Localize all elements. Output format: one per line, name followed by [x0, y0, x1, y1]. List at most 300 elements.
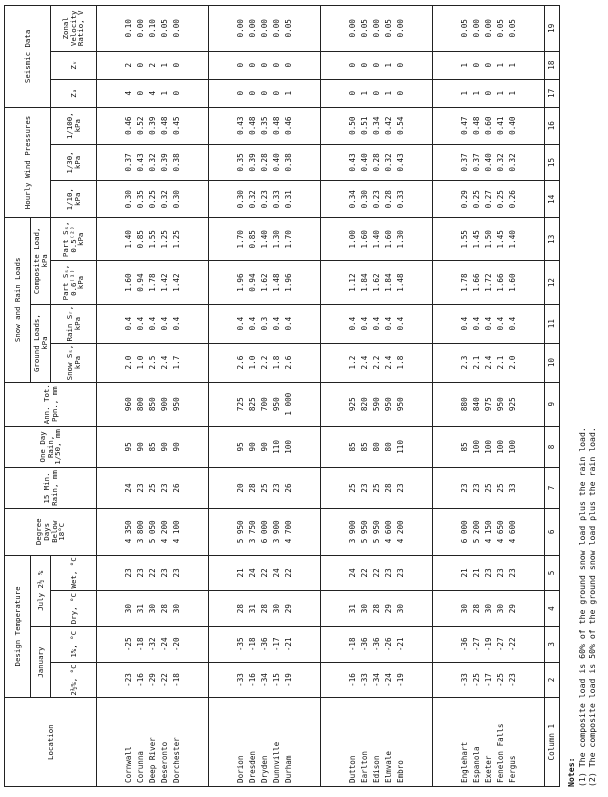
cell-w100 — [97, 107, 209, 144]
cell-value: -17 — [271, 637, 281, 652]
cell-value: 0.4 — [147, 316, 157, 331]
cell-value: 0 — [235, 62, 245, 68]
cell-value: 24 — [347, 568, 357, 578]
cell-value: 21 — [471, 568, 481, 578]
cell-value: 31 — [135, 604, 145, 614]
cell-value: 1.66 — [471, 273, 481, 292]
cell-location — [321, 698, 433, 787]
cell-value: -32 — [147, 637, 157, 652]
cell-value: 950 — [171, 397, 181, 412]
cell-value: 0.32 — [247, 190, 257, 209]
cell-v — [433, 6, 545, 52]
cell-value: 5 200 — [471, 520, 481, 544]
cell-value: 110 — [271, 440, 281, 454]
column-number: 2 — [545, 662, 560, 698]
cell-value: 0.43 — [347, 153, 357, 172]
location-name: Dryden — [259, 755, 269, 783]
cell-value: 1.60 — [123, 273, 133, 292]
cell-value: 4 350 — [123, 520, 133, 544]
cell-value: 23 — [395, 483, 405, 493]
cell-value: 23 — [123, 568, 133, 578]
cell-value: 4 200 — [159, 520, 169, 544]
cell-value: 25 — [259, 483, 269, 493]
header-location: Location — [5, 698, 97, 787]
cell-value: -26 — [383, 637, 393, 652]
cell-value: 25 — [371, 483, 381, 493]
cell-value: 0.32 — [507, 153, 517, 172]
cell-value: 0 — [395, 90, 405, 96]
cell-snow — [433, 343, 545, 382]
cell-value: 23 — [383, 568, 393, 578]
cell-value: 0.33 — [271, 190, 281, 209]
cell-value: -18 — [135, 637, 145, 652]
cell-value: 0.25 — [471, 190, 481, 209]
cell-value: 4 600 — [507, 520, 517, 544]
header-composite-part-2: Part Sₛ, 0.5⁽²⁾ kPa — [51, 218, 97, 261]
cell-value: 23 — [171, 568, 181, 578]
header-jan-1: 1%, °C — [51, 626, 97, 662]
cell-value: 22 — [283, 568, 293, 578]
cell-value: 4 600 — [383, 520, 393, 544]
cell-value: -36 — [459, 637, 469, 652]
cell-value: 0 — [483, 62, 493, 68]
cell-value: 1.25 — [171, 230, 181, 249]
cell-value: -20 — [171, 637, 181, 652]
cell-v — [321, 6, 433, 52]
cell-value: 4 — [123, 90, 133, 96]
cell-value: 23 — [395, 568, 405, 578]
cell-value: 1.12 — [347, 273, 357, 292]
cell-value: -21 — [283, 637, 293, 652]
cell-value: 0.4 — [271, 316, 281, 331]
cell-value: 2.4 — [159, 355, 169, 370]
cell-part2 — [97, 218, 209, 261]
location-name: Dorchester — [171, 737, 181, 783]
cell-value: 1 — [159, 62, 169, 68]
location-name: Earlton — [359, 750, 369, 783]
cell-value: 975 — [483, 397, 493, 412]
cell-value: 880 — [459, 397, 469, 412]
cell-value: 1.8 — [395, 355, 405, 370]
cell-value: 23 — [135, 568, 145, 578]
cell-value: 85 — [147, 442, 157, 452]
cell-value: 23 — [359, 483, 369, 493]
cell-value: 0 — [171, 90, 181, 96]
header-design-temperature: Design Temperature — [5, 555, 31, 698]
cell-value: 23 — [135, 483, 145, 493]
cell-value: 2.1 — [495, 355, 505, 370]
cell-value: 0.48 — [247, 116, 257, 135]
cell-value: 100 — [507, 440, 517, 454]
cell-part1 — [321, 261, 433, 304]
cell-value: 22 — [371, 568, 381, 578]
cell-value: -18 — [347, 637, 357, 652]
cell-value: 24 — [247, 568, 257, 578]
cell-value: 1.70 — [283, 230, 293, 249]
location-group-row — [433, 6, 545, 787]
cell-rain — [97, 304, 209, 343]
cell-value: -35 — [235, 637, 245, 652]
column-number: 4 — [545, 591, 560, 627]
location-name: Corunna — [135, 750, 145, 783]
cell-dd — [321, 509, 433, 556]
cell-value: -22 — [159, 673, 169, 687]
location-name: Englehart — [459, 741, 469, 783]
column-number: 19 — [545, 6, 560, 52]
cell-value: 0.30 — [235, 190, 245, 209]
cell-value: 24 — [271, 568, 281, 578]
cell-value: 950 — [271, 397, 281, 412]
cell-value: -16 — [135, 673, 145, 687]
cell-value: 5 950 — [359, 520, 369, 544]
cell-value: -19 — [283, 673, 293, 687]
cell-value: 5 950 — [235, 520, 245, 544]
cell-value: 3 800 — [135, 520, 145, 544]
cell-value: 25 — [347, 483, 357, 493]
cell-value: 0.4 — [483, 316, 493, 331]
location-name: Durham — [283, 755, 293, 783]
cell-value: 30 — [171, 604, 181, 614]
cell-value: 0 — [247, 62, 257, 68]
cell-value: 2.1 — [471, 355, 481, 370]
cell-value: 0.4 — [123, 316, 133, 331]
cell-value: 23 — [159, 483, 169, 493]
cell-value: 0 — [171, 62, 181, 68]
cell-value: 4 200 — [395, 520, 405, 544]
location-name: Espanola — [471, 746, 481, 783]
cell-value: 1.96 — [283, 273, 293, 292]
cell-value: 0.32 — [159, 190, 169, 209]
cell-w10 — [97, 181, 209, 218]
column-number: 15 — [545, 144, 560, 181]
cell-value: 25 — [483, 483, 493, 493]
cell-value: 1 — [459, 90, 469, 96]
cell-value: 2.2 — [259, 355, 269, 370]
header-seismic: Seismic Data — [5, 6, 51, 108]
cell-value: 1.40 — [371, 230, 381, 249]
header-degree-days: Degree Days Below 18°C — [5, 509, 97, 556]
cell-value: -25 — [123, 637, 133, 652]
cell-value: 0.33 — [395, 190, 405, 209]
cell-value: 1.42 — [159, 273, 169, 292]
cell-value: 925 — [347, 397, 357, 412]
cell-value: 1.42 — [171, 273, 181, 292]
cell-rain — [209, 304, 321, 343]
cell-value: 1.8 — [271, 355, 281, 370]
cell-value: 1.0 — [135, 355, 145, 370]
cell-rain — [321, 304, 433, 343]
location-name: Deep River — [147, 737, 157, 783]
column-number: 13 — [545, 218, 560, 261]
cell-value: 0 — [371, 62, 381, 68]
cell-value: 950 — [395, 397, 405, 412]
cell-value: -25 — [495, 673, 505, 687]
cell-value: 0.32 — [147, 153, 157, 172]
cell-value: 0.23 — [259, 190, 269, 209]
cell-value: -19 — [395, 673, 405, 687]
cell-value: 2.4 — [383, 355, 393, 370]
cell-value: 2.6 — [283, 355, 293, 370]
note-2: (2) The composite load is 50% of the ground snow load plus the rain load. — [587, 427, 597, 787]
cell-value: 1 — [383, 62, 393, 68]
notes — [566, 427, 598, 787]
cell-value: 1.2 — [347, 355, 357, 370]
cell-value: 22 — [259, 568, 269, 578]
cell-value: 0.3 — [259, 316, 269, 331]
cell-value: 100 — [283, 440, 293, 454]
cell-rain15 — [321, 467, 433, 508]
column-number: 8 — [545, 426, 560, 467]
header-july-wet: Wet, °C — [51, 555, 97, 591]
header-one-day-rain: One Day Rain, 1/50, mm — [5, 426, 97, 467]
cell-value: 0.43 — [235, 116, 245, 135]
cell-value: 0 — [135, 62, 145, 68]
cell-value: 0.43 — [135, 153, 145, 172]
cell-value: -36 — [259, 637, 269, 652]
cell-value: 0.26 — [507, 190, 517, 209]
cell-value: 1.96 — [235, 273, 245, 292]
cell-value: -36 — [371, 637, 381, 652]
cell-value: -16 — [347, 673, 357, 687]
cell-value: 0.05 — [359, 19, 369, 38]
cell-value: 925 — [507, 397, 517, 412]
cell-value: 0.94 — [135, 273, 145, 292]
cell-value: 0.4 — [371, 316, 381, 331]
cell-value: -34 — [259, 673, 269, 687]
cell-rain — [433, 304, 545, 343]
cell-value: 0 — [471, 62, 481, 68]
cell-value: 1.78 — [147, 273, 157, 292]
cell-value: 0.40 — [483, 153, 493, 172]
cell-value: 0.00 — [171, 19, 181, 38]
cell-value: 2.4 — [483, 355, 493, 370]
location-name: Dunnville — [271, 741, 281, 783]
cell-value: 0.35 — [235, 153, 245, 172]
cell-value: 0.4 — [471, 316, 481, 331]
cell-value: 1.78 — [459, 273, 469, 292]
cell-value: 1.45 — [495, 230, 505, 249]
location-name: Edison — [371, 755, 381, 783]
cell-value: 0.40 — [507, 116, 517, 135]
cell-value: 0 — [271, 90, 281, 96]
cell-value: 800 — [135, 397, 145, 412]
cell-value: -19 — [483, 637, 493, 652]
cell-za — [97, 79, 209, 107]
cell-zv — [321, 51, 433, 79]
cell-oneday — [97, 426, 209, 467]
cell-value: 0.00 — [371, 19, 381, 38]
cell-value: 23 — [471, 483, 481, 493]
cell-value: 0 — [235, 90, 245, 96]
cell-value: 0 — [247, 90, 257, 96]
column-number: 7 — [545, 467, 560, 508]
cell-value: 0.39 — [247, 153, 257, 172]
cell-value: 1.40 — [123, 230, 133, 249]
cell-value: 100 — [483, 440, 493, 454]
cell-location — [97, 698, 209, 787]
cell-part1 — [209, 261, 321, 304]
column-number: 18 — [545, 51, 560, 79]
column-number: 6 — [545, 509, 560, 556]
cell-value: 0.4 — [495, 316, 505, 331]
cell-value: 0 — [135, 90, 145, 96]
cell-value: 0 — [395, 62, 405, 68]
cell-value: 1.66 — [495, 273, 505, 292]
cell-value: 0 — [483, 90, 493, 96]
notes-heading: Notes: — [566, 757, 576, 787]
column-number: 16 — [545, 107, 560, 144]
cell-value: 23 — [271, 483, 281, 493]
cell-value: 0.4 — [507, 316, 517, 331]
header-15min-rain: 15 Min. Rain, mm — [5, 467, 97, 508]
header-snow-rain-loads: Snow and Rain Loads — [5, 218, 31, 382]
cell-value: 1 — [283, 90, 293, 96]
cell-dry — [321, 591, 433, 627]
cell-value: 0.4 — [395, 316, 405, 331]
cell-ppn — [209, 382, 321, 426]
cell-value: 0.85 — [247, 230, 257, 249]
cell-zv — [209, 51, 321, 79]
cell-value: 0.35 — [259, 116, 269, 135]
cell-value: 3 750 — [247, 520, 257, 544]
cell-value: -17 — [483, 673, 493, 687]
cell-value: 31 — [247, 604, 257, 614]
cell-value: 0.4 — [247, 316, 257, 331]
cell-value: 0 — [259, 90, 269, 96]
cell-value: 3 900 — [271, 520, 281, 544]
cell-value: 1.60 — [507, 273, 517, 292]
column-number: 3 — [545, 626, 560, 662]
cell-value: 30 — [271, 604, 281, 614]
cell-wet — [97, 555, 209, 591]
cell-value: 1.7 — [171, 355, 181, 370]
cell-value: 0.41 — [495, 116, 505, 135]
cell-value: 2.6 — [235, 355, 245, 370]
cell-value: 0.28 — [259, 153, 269, 172]
header-hourly-wind: Hourly Wind Pressures — [5, 107, 51, 217]
location-name: Fenelon Falls — [495, 723, 505, 783]
cell-value: -27 — [471, 637, 481, 652]
cell-value: -33 — [459, 673, 469, 687]
cell-value: 0.38 — [171, 153, 181, 172]
cell-value: -24 — [159, 637, 169, 652]
header-zv: Zᵥ — [51, 51, 97, 79]
cell-value: 1.62 — [371, 273, 381, 292]
cell-value: 2.0 — [507, 355, 517, 370]
cell-value: 0.4 — [235, 316, 245, 331]
cell-value: 28 — [471, 604, 481, 614]
cell-snow — [321, 343, 433, 382]
cell-value: -36 — [359, 637, 369, 652]
cell-value: 30 — [147, 604, 157, 614]
cell-value: 0.35 — [135, 190, 145, 209]
cell-snow — [97, 343, 209, 382]
cell-value: 22 — [147, 568, 157, 578]
cell-value: 0.32 — [383, 153, 393, 172]
cell-value: 0 — [371, 90, 381, 96]
cell-dd — [209, 509, 321, 556]
cell-value: 1.30 — [395, 230, 405, 249]
cell-value: 0.4 — [135, 316, 145, 331]
cell-part2 — [433, 218, 545, 261]
cell-value: 0.34 — [371, 116, 381, 135]
cell-value: 80 — [371, 442, 381, 452]
cell-value: 0.05 — [283, 19, 293, 38]
cell-value: 25 — [147, 483, 157, 493]
cell-value: 0.32 — [495, 153, 505, 172]
cell-value: 0.42 — [383, 116, 393, 135]
cell-value: 0.45 — [171, 116, 181, 135]
cell-value: 0 — [259, 62, 269, 68]
cell-value: 23 — [495, 568, 505, 578]
location-name: Cornwall — [123, 746, 133, 783]
cell-value: 725 — [235, 397, 245, 412]
cell-part1 — [97, 261, 209, 304]
cell-value: 29 — [383, 604, 393, 614]
cell-value: 0 — [271, 62, 281, 68]
cell-value: 0.4 — [347, 316, 357, 331]
cell-value: 30 — [483, 604, 493, 614]
cell-value: 0.05 — [495, 19, 505, 38]
cell-value: 21 — [459, 568, 469, 578]
cell-value: 0.39 — [159, 153, 169, 172]
cell-value: 0.48 — [471, 116, 481, 135]
cell-dry — [433, 591, 545, 627]
location-name: Dutton — [347, 755, 357, 783]
cell-value: -29 — [147, 673, 157, 687]
cell-value: 0.37 — [123, 153, 133, 172]
cell-value: 3 900 — [347, 520, 357, 544]
cell-value: 30 — [359, 604, 369, 614]
cell-value: 0 — [347, 62, 357, 68]
cell-value: 1.40 — [259, 230, 269, 249]
cell-value: 0.46 — [283, 116, 293, 135]
cell-value: 20 — [235, 483, 245, 493]
location-name: Dresden — [247, 750, 257, 783]
cell-value: -27 — [495, 637, 505, 652]
location-group-row — [97, 6, 209, 787]
cell-value: 22 — [359, 568, 369, 578]
cell-jan25 — [321, 662, 433, 698]
cell-value: 23 — [459, 483, 469, 493]
cell-value: 0.31 — [283, 190, 293, 209]
location-group-row — [321, 6, 433, 787]
cell-value: 900 — [159, 397, 169, 412]
cell-value: -34 — [371, 673, 381, 687]
cell-value: 28 — [247, 483, 257, 493]
cell-value: 30 — [123, 604, 133, 614]
cell-value: 90 — [171, 442, 181, 452]
cell-value: 0.05 — [459, 19, 469, 38]
cell-value: 1 — [507, 90, 517, 96]
cell-value: 0.4 — [171, 316, 181, 331]
cell-value: 0.94 — [247, 273, 257, 292]
cell-value: 1.60 — [383, 230, 393, 249]
cell-value: 0.34 — [347, 190, 357, 209]
cell-value: 85 — [459, 442, 469, 452]
location-name: Embro — [395, 760, 405, 783]
header-composite-part-1: Part Sₛ, 0.6⁽¹⁾ kPa — [51, 261, 97, 304]
cell-value: 24 — [123, 483, 133, 493]
cell-part2 — [209, 218, 321, 261]
cell-jan1 — [321, 626, 433, 662]
cell-w10 — [321, 181, 433, 218]
cell-value: 0.00 — [271, 19, 281, 38]
cell-value: 1.25 — [159, 230, 169, 249]
cell-value: 0.52 — [135, 116, 145, 135]
cell-w30 — [97, 144, 209, 181]
cell-value: 1.55 — [459, 230, 469, 249]
